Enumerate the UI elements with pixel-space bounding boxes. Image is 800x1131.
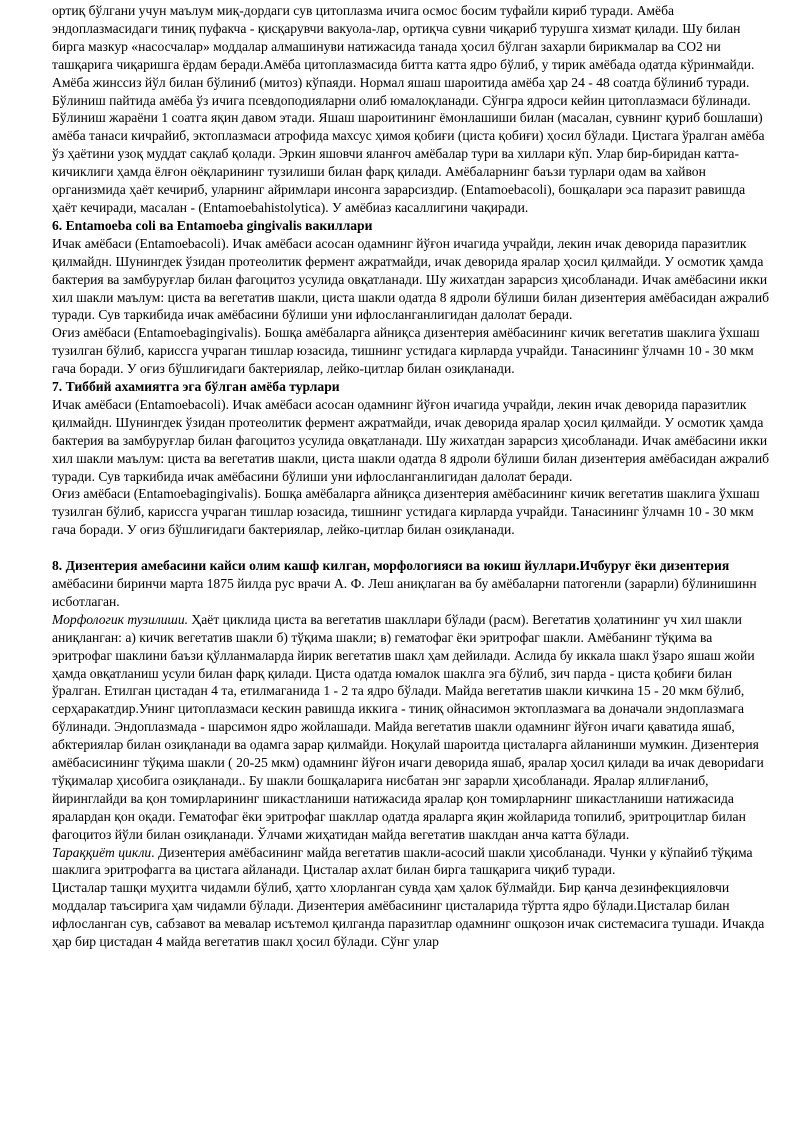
- paragraph-morphology: [52, 611, 770, 844]
- morphology-text: Ҳаёт циклида циста ва вегетатив шакллари бўлади (расм). Вегетатив ҳолатининг уч хил шакли аниқланган: а) кичик вегетатив шакли б) тўқима шакли; в) гематофаг ёки эритрофаг шакли. Амёбанинг тўқима ва эритрофаг шаклини баъзи қўлланмаларда йирик вегетатив шакл ҳам дейилади. Аслида бу иккала шакл ўзаро яшаш жойи ҳамда овқатланиш усули билан фарқ қилади. Циста одатда юмалок шаклга эга бўлиб, зич парда - циста қобиғи билан ўралган. Етилган цистадан 4 та, етилмаганида 1 - 2 та ядро бўлади. Майда вегетатив шакли кичкина 15 - 20 мкм бўлиб, серҳаракатдир.Унинг цитоплазмаси кескин равишда иккига - тиниқ ойнасимон эктоплазмага ва доначали эндоплазмага бўлинади. Эндоплазмада - шарсимон ядро жойлашади. Майда вегетатив шакли одамнинг йўғон ичаги қаватида яшаб, абктериялар билан озиқланади ва одамга зарар қилмайди. Ноқулай шароитда цисталарга айланинши мумкин. Дизентерия амёбасисининг тўқима шакли ( 20-25 мкм) одамнинг йўғон ичаги деворида яшаб, яралар ҳосил қилади ва ичак девориdаги тўқималар ҳисобига озиқланади.. Бу шакли бошқаларига нисбатан энг зарарли ҳисобланади. Яралар яллиғланиб, йиринглайди ва қон томирларининг шикастланиши натижасида яралар қон томирларнинг шикастланиши натижасида яралардан қон оқади. Гематофаг ёки эритрофаг шакллар одатда яраларга яқин жойларида топилиб, эритроцитлар билан фагоцитоз йўли билан озиқланади. Ўлчами жиҳатидан майда вегетатив шаклдан анча катта бўлади.: [52, 611, 764, 842]
- paragraph-intestinal-amoeba-repeat: Ичак амёбаси (Entamoebacoli). Ичак амёбаси асосан одамнинг йўғон ичагида учрайди, лекин ичак деворида паразитлик қилмайдн. Шунингдек ўзидан протеолитик фермент ажратмайди, ичак деворида яралар ҳосил қилмайди. У осмотик ҳамда бактерия ва замбуруғлар билан фагоцитоз усулида овқатланади. Шу жихатдан зарарсиз ҳисобланади. Ичак амёбасини икки хил шакли маълум: циста ва вегетатив шакли, циста шакли одатда 8 ядроли бўлиши билан дизентерия амёбасидан ажралиб туради. Сув таркибида ичак амёбасини бўлиши уни ифлосланганлигидан далолат беради.: [52, 396, 770, 484]
- blank-line: [52, 539, 770, 557]
- heading-medical-amoeba-species: 7. Тиббий ахамиятга эга бўлган амёба турлари: [52, 379, 340, 395]
- heading-entamoeba-coli-gingivalis: 6. Entamoeba coli ва Entamoeba gingivalis вакиллари: [52, 217, 373, 233]
- paragraph-intestinal-amoeba: Ичак амёбаси (Entamoebacoli). Ичак амёбаси асосан одамнинг йўғон ичагида учрайди, лекин ичак деворида паразитлик қилмайдн. Шунингдек ўзидан протеолитик фермент ажратмайди, ичак деворида яралар ҳосил қилмайди. У осмотик ҳамда бактерия ва замбуруғлар билан фагоцитоз усулида овқатланади. Шу жихатдан зарарсиз ҳисобланади. Ичак амёбасини икки хил шакли маълум: циста ва вегетатив шакли, циста шакли одатда 8 ядроли бўлиши билан дизентерия амёбасидан ажралиб туради. Сув таркибида ичак амёбасини бўлиши уни ифлосланганлигидан далолат беради.: [52, 235, 770, 323]
- morphology-label: Морфологик тузилиши.: [52, 611, 189, 627]
- paragraph-oral-amoeba-repeat: Оғиз амёбаси (Entamoebagingivalis). Бошқа амёбаларга айниқса дизентерия амёбасининг кичик вегетатив шаклига ўхшаш тузилган бўлиб, кариссга учраган тишлар юзасида, тишнинг устидага кирларда учрайди. Танасининг ўлчамн 10 - 30 мкм гача боради. У оғиз бўшлиғидаги бактериялар, лейко-цитлар билан озиқланади.: [52, 486, 760, 538]
- paragraph-development-cycle: [52, 844, 770, 880]
- development-cycle-label: Тараққиёт цикли: [52, 844, 152, 860]
- development-cycle-text: . Дизентерия амёбасининг майда вегетатив шакли-асосий шакли ҳисобланади. Чунки у кўпайиб тўқима шаклига эритрофагга ва цистага айланади. Цисталар ахлат билан бирга ташқарига чиқиб туради.: [52, 844, 753, 878]
- paragraph-amoeba-biology: ортиқ бўлгани учун маълум миқ-дордаги сув цитоплазма ичига осмос босим туфайли кириб туради. Амёба эндоплазмасидаги тиниқ пуфакча - қисқарувчи вакуола-лар, ортиқча сувни чиқариб турушга хизмат қилади. Шу билан бирга мазкур «насосчалар» моддалар алмашинуви натижасида танада ҳосил бўлган захарли бирикмалар ва СО2 ни ташқарига чиқаришга ёрдам беради.Амёба цитоплазмасида битта катта ядро бўлиб, у тирик амёбада одатда кўринмайди. Амёба жинссиз йўл билан бўлиниб (митоз) кўпаяди. Нормал яшаш шароитида амёба ҳар 24 - 48 соатда бўлиниб туради. Бўлиниш пайтида амёба ўз ичига псевдоподияларни олиб юмалоқланади. Сўнгра ядроси кейин цитоплазмаси бўлинади. Бўлиниш жараёни 1 соатга яқин давом этади. Яшаш шароитининг ёмонлашиши билан (масалан, сувнинг қуриб бошлаши) амёба танаси кичрайиб, эктоплазмаси атрофида махсус ҳимоя қобиғи (циста қобиғи) ҳосил бўлади. Цистага ўралган амёба ўз ҳаётини узоқ муддат сақлаб қолади. Эркин яшовчи яланғоч амёбалар тури ва хиллари кўп. Улар бир-биридан катта-кичиклиги ҳамда ёлғон оёқларининг тузилиши билан фарқ қилади. Амёбаларнинг баъзи турлари одам ва хайвон организмида ҳаёт кечириб, уларнинг айримлари инсонга зарарсиздир. (Entamoebacoli), бошқалари эса паразит равишда ҳаёт кечиради, масалан - (Entamoebahistolytica). У амёбиаз касаллигини чақиради.: [52, 3, 765, 215]
- paragraph-cysts: Цисталар ташқи муҳитга чидамли бўлиб, ҳатто хлорланган сувда ҳам ҳалок бўлмайди. Бир қанча дезинфекцияловчи моддалар таъсирига ҳам чидамли бўлади. Дизентерия амёбасининг цисталарида тўртта ядро бўлади.Цисталар билан ифлосланган сув, сабзавот ва мевалар исътемол қилганда паразитлар одамнинг ошқозон ичак системасига тушади. Ичакда ҳар бир цистадан 4 майда вегетатив шакл ҳосил бўлади. Сўнг улар: [52, 880, 765, 950]
- paragraph-oral-amoeba: Оғиз амёбаси (Entamoebagingivalis). Бошқа амёбаларга айниқса дизентерия амёбасининг кичик вегетатив шаклига ўхшаш тузилган бўлиб, кариссга учраган тишлар юзасида, тишнинг устидага кирларда учрайди. Танасининг ўлчамн 10 - 30 мкм гача боради. У оғиз бўшлиғидаги бактериялар, лейко-цитлар билан озиқланади.: [52, 325, 760, 377]
- discovery-text: амёбасини биринчи марта 1875 йилда рус врачи А. Ф. Леш аниқлаган ва бу амёбаларни патогенли (зарарли) бўлинишинн исботлаган.: [52, 575, 757, 609]
- paragraph-dysentery-amoeba-discovery: [52, 557, 770, 611]
- heading-dysentery-amoeba: 8. Дизентерия амебасини кайси олим кашф килган, морфологияси ва юкиш йуллари.Ичбуруғ ёки дизентерия: [52, 558, 730, 574]
